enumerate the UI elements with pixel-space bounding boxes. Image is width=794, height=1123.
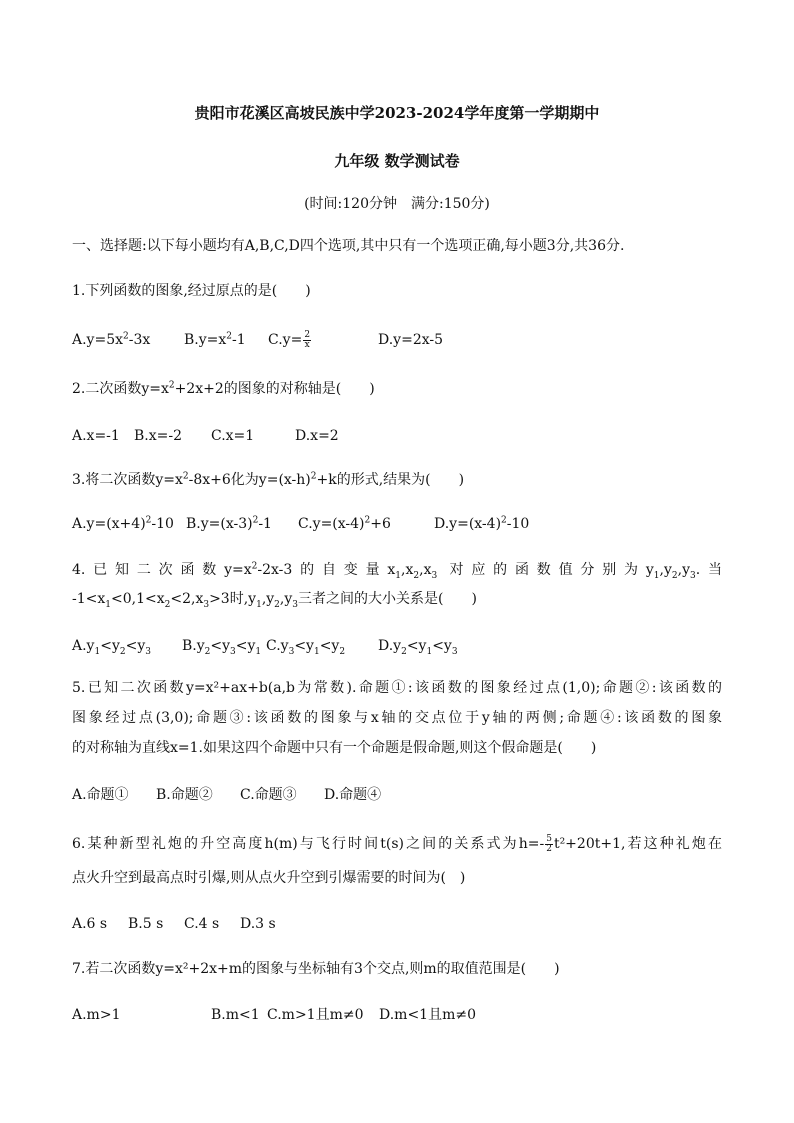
question-1-options <box>72 330 722 350</box>
option-a: $A.y=(x+4)^2-10$ <box>72 515 174 532</box>
option-a: A.命题① <box>72 787 129 803</box>
option-d: $D.y_2<y_1<y_3$ <box>378 638 458 657</box>
option-c: C.y= $\frac{2}{x}$ <box>268 329 311 350</box>
option-d: D.x=2 <box>295 428 339 444</box>
option-a: A.x=-1 <box>72 428 120 444</box>
question-5-line-3: 的对称轴为直线x=1.如果这四个命题中只有一个命题是假命题,则这个假命题是( ) <box>72 740 597 756</box>
option-b: B.m<1 <box>211 1007 260 1023</box>
question-6-options <box>72 914 722 934</box>
question-3-stem: 3.将二次函数$y=x^2-8x+6$化为$y=(x-h)^2+k$的形式,结果为( ) <box>72 471 465 488</box>
option-c: C.命题③ <box>240 787 297 803</box>
option-d: D.y=2x-5 <box>378 332 444 348</box>
question-4-line-1: 4.已知二次函数$y=x^2-2x-3$的自变量$x_1,x_2,x_3$ 对应的函数值分别为$y_1,y_2,y_3$.当 <box>72 561 722 581</box>
option-d: $D.y=(x-4)^2-10$ <box>434 515 530 532</box>
question-1-stem: 1.下列函数的图象,经过原点的是( ) <box>72 283 311 299</box>
fraction: $\frac{5}{2}$ <box>546 833 552 854</box>
option-d: D.命题④ <box>324 787 382 803</box>
exam-title: 贵阳市花溪区高坡民族中学2023-2024学年度第一学期期中 <box>194 104 600 122</box>
option-a: $A.y=5x^2-3x$ <box>72 331 151 348</box>
exam-subtitle: 九年级 数学测试卷 <box>334 152 460 170</box>
question-5-line-2: 图象经过点(3,0);命题③:该函数的图象与x轴的交点位于y轴的两侧;命题④:该函数的图象 <box>72 710 722 726</box>
question-5-line-1: 5.已知二次函数y=x²+ax+b(a,b为常数).命题①:该函数的图象经过点(1,0);命题②:该函数的 <box>72 680 722 696</box>
option-b: B.5 s <box>128 916 164 932</box>
question-5-options <box>72 785 722 805</box>
question-7-stem: 7.若二次函数y=x²+2x+m的图象与坐标轴有3个交点,则m的取值范围是( ) <box>72 961 560 977</box>
question-2-options <box>72 426 722 446</box>
option-a: A.6 s <box>72 916 108 932</box>
option-d: D.m<1且m≠0 <box>379 1007 477 1023</box>
option-c: $C.y=(x-4)^2+6$ <box>298 515 391 532</box>
option-c: C.4 s <box>184 916 220 932</box>
option-d: D.3 s <box>240 916 276 932</box>
option-b: B.命题② <box>156 787 213 803</box>
question-6-line-2: 点火升空到最高点时引爆,则从点火升空到引爆需要的时间为( ) <box>72 870 466 886</box>
option-b: $B.y=(x-3)^2-1$ <box>186 515 272 532</box>
option-c: C.x=1 <box>211 428 255 444</box>
option-a: A.m>1 <box>72 1007 121 1023</box>
question-7-options <box>72 1005 722 1025</box>
option-b: $B.y=x^2-1$ <box>184 331 246 348</box>
question-4-options <box>72 636 722 656</box>
question-3-options <box>72 514 722 534</box>
option-b: B.x=-2 <box>134 428 183 444</box>
fraction: $\frac{2}{x}$ <box>304 329 311 350</box>
question-4-line-2: $-1<x_1<0,1<x_2<2,x_3>3$时$,y_1,y_2,y_3$三者之间的大小关系是( ) <box>72 591 477 610</box>
option-a: $A.y_1<y_2<y_3$ <box>72 638 151 657</box>
question-2-stem: 2.二次函数$y=x^2+2x+2$的图象的对称轴是( ) <box>72 380 375 397</box>
question-6-line-1: 6.某种新型礼炮的升空高度h(m)与飞行时间t(s)之间的关系式为h=- $\frac{5}{2}$ t²+20t+1,若这种礼炮在 <box>72 833 722 854</box>
time-info: (时间:120分钟 满分:150分) <box>304 196 490 212</box>
option-c: C.m>1且m≠0 <box>267 1007 364 1023</box>
option-b: $B.y_2<y_3<y_1$ <box>182 638 262 657</box>
option-c: $C.y_3<y_1<y_2$ <box>266 638 346 657</box>
section-heading: 一、选择题:以下每小题均有A,B,C,D四个选项,其中只有一个选项正确,每小题3分,共36分. <box>72 238 625 254</box>
